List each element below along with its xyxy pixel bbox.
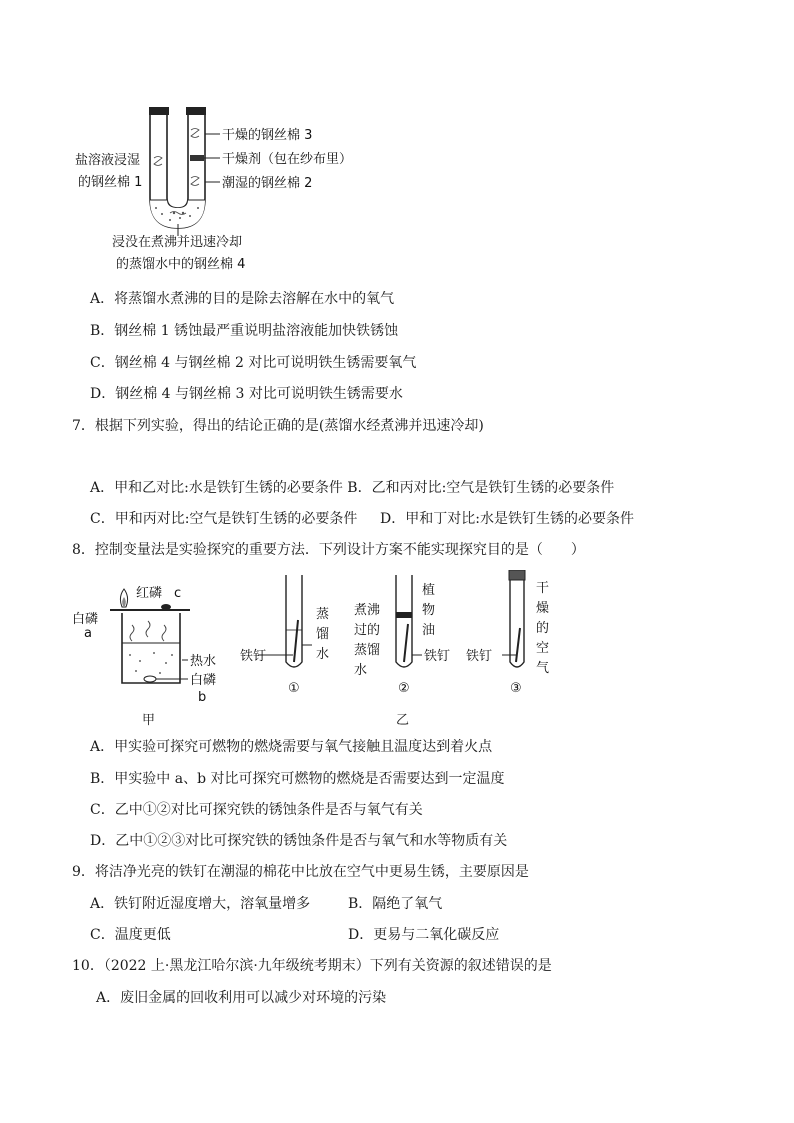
q9-option-d: D．更易与二氧化碳反应 [348, 927, 500, 943]
q8-option-d: D．乙中①②③对比可探究铁的锈蚀条件是否与氧气和水等物质有关 [90, 833, 508, 849]
q10-option-a: A．废旧金属的回收利用可以减少对环境的污染 [96, 990, 387, 1006]
label-boiled-d: 水 [354, 663, 368, 678]
q8-option-a: A．甲实验可探究可燃物的燃烧需要与氧气接触且温度达到着火点 [90, 739, 493, 755]
label-wet-wool-2: 潮湿的钢丝棉 2 [222, 176, 313, 191]
q9-option-b: B．隔绝了氧气 [348, 896, 443, 912]
q7-stem: 7．根据下列实验，得出的结论正确的是(蒸馏水经煮沸并迅速冷却) [72, 418, 484, 434]
red-phosphorus-c [161, 604, 171, 610]
steel-wool-2 [191, 177, 199, 186]
q8-stem: 8．控制变量法是实验探究的重要方法．下列设计方案不能实现探究目的是（ ） [72, 542, 585, 558]
label-a: a [84, 626, 92, 641]
label-tube-3-num: ③ [510, 681, 522, 696]
label-nail-2: 铁钉 [424, 649, 451, 664]
label-dry-air-c: 的 [536, 621, 550, 636]
label-boiled-a: 煮沸 [354, 603, 381, 618]
label-dry-wool-3: 干燥的钢丝棉 3 [222, 128, 313, 143]
label-boiled-c: 蒸馏 [354, 643, 381, 658]
label-red-phosphorus: 红磷 [136, 586, 163, 601]
label-boiled-water-1: 浸没在煮沸并迅速冷却 [112, 235, 243, 250]
label-water-1a: 蒸 [316, 607, 330, 622]
label-salt-wool-1: 盐溶液浸湿 [75, 153, 141, 168]
label-water-1b: 馏 [316, 627, 330, 642]
steel-wool-3 [191, 129, 199, 138]
tube-3-stopper [509, 570, 525, 580]
oil-layer [396, 612, 412, 618]
label-boiled-water-2: 的蒸馏水中的钢丝棉 4 [116, 257, 246, 272]
label-boiled-b: 过的 [354, 623, 381, 638]
q8-option-c: C．乙中①②对比可探究铁的锈蚀条件是否与氧气有关 [90, 802, 423, 818]
q9-stem: 9．将洁净光亮的铁钉在潮湿的棉花中比放在空气中更易生锈，主要原因是 [72, 864, 529, 880]
desiccant [190, 155, 204, 161]
label-dry-air-e: 气 [536, 661, 550, 676]
q6-option-d: D．钢丝棉 4 与钢丝棉 3 对比可说明铁生锈需要水 [90, 386, 403, 402]
q7-options-row1: A．甲和乙对比:水是铁钉生锈的必要条件 B．乙和丙对比:空气是铁钉生锈的必要条件 [90, 480, 615, 496]
label-nail-3: 铁钉 [466, 649, 493, 664]
caption-yi: 乙 [396, 713, 410, 728]
label-water-1c: 水 [316, 647, 330, 662]
q6-option-c: C．钢丝棉 4 与钢丝棉 2 对比可说明铁生锈需要氧气 [90, 355, 417, 371]
q8-option-b: B．甲实验中 a、b 对比可探究可燃物的燃烧是否需要达到一定温度 [90, 771, 505, 787]
caption-jia: 甲 [142, 713, 156, 728]
u-tube-figure [70, 100, 370, 275]
left-stopper [149, 107, 169, 115]
label-white-phosphorus-top: 白磷 [72, 612, 99, 627]
label-desiccant: 干燥剂（包在纱布里） [222, 152, 353, 167]
nail-2 [404, 624, 408, 662]
label-b: b [198, 690, 207, 705]
label-tube-2-num: ② [398, 681, 410, 696]
q7-option-d: D．甲和丁对比:水是铁钉生锈的必要条件 [380, 511, 634, 527]
q9-option-a: A．铁钉附近湿度增大，溶氧量增多 [90, 896, 311, 912]
water-bottom [150, 200, 205, 228]
q6-option-a: A．将蒸馏水煮沸的目的是除去溶解在水中的氧气 [90, 291, 395, 307]
label-hot-water: 热水 [190, 654, 217, 669]
label-dry-air-a: 干 [536, 581, 550, 596]
combustion-figure [70, 575, 230, 705]
right-stopper [186, 107, 206, 115]
q9-option-c: C．温度更低 [90, 927, 171, 943]
q6-option-b: B．钢丝棉 1 锈蚀最严重说明盐溶液能加快铁锈蚀 [90, 323, 399, 339]
label-dry-air-b: 燥 [536, 601, 550, 616]
rusting-figure [240, 570, 560, 700]
nail-1 [294, 620, 298, 662]
label-dry-air-d: 空 [536, 641, 550, 656]
label-salt-wool-2: 的钢丝棉 1 [78, 175, 143, 190]
label-oil-b: 物 [422, 603, 436, 618]
steel-wool-1 [154, 157, 162, 166]
label-tube-1-num: ① [288, 681, 300, 696]
u-tube-inner [167, 115, 188, 208]
beaker [122, 613, 180, 683]
label-nail-1: 铁钉 [240, 649, 267, 664]
white-phosphorus-b [144, 676, 156, 682]
q10-stem: 10．（2022 上·黑龙江哈尔滨·九年级统考期末）下列有关资源的叙述错误的是 [72, 958, 552, 974]
q7-option-c: C．甲和丙对比:空气是铁钉生锈的必要条件 [90, 511, 358, 527]
label-oil-c: 油 [422, 623, 436, 638]
nail-3 [516, 628, 520, 662]
label-oil-a: 植 [422, 583, 436, 598]
label-c: c [174, 586, 182, 601]
label-white-phosphorus-bottom: 白磷 [190, 673, 217, 688]
